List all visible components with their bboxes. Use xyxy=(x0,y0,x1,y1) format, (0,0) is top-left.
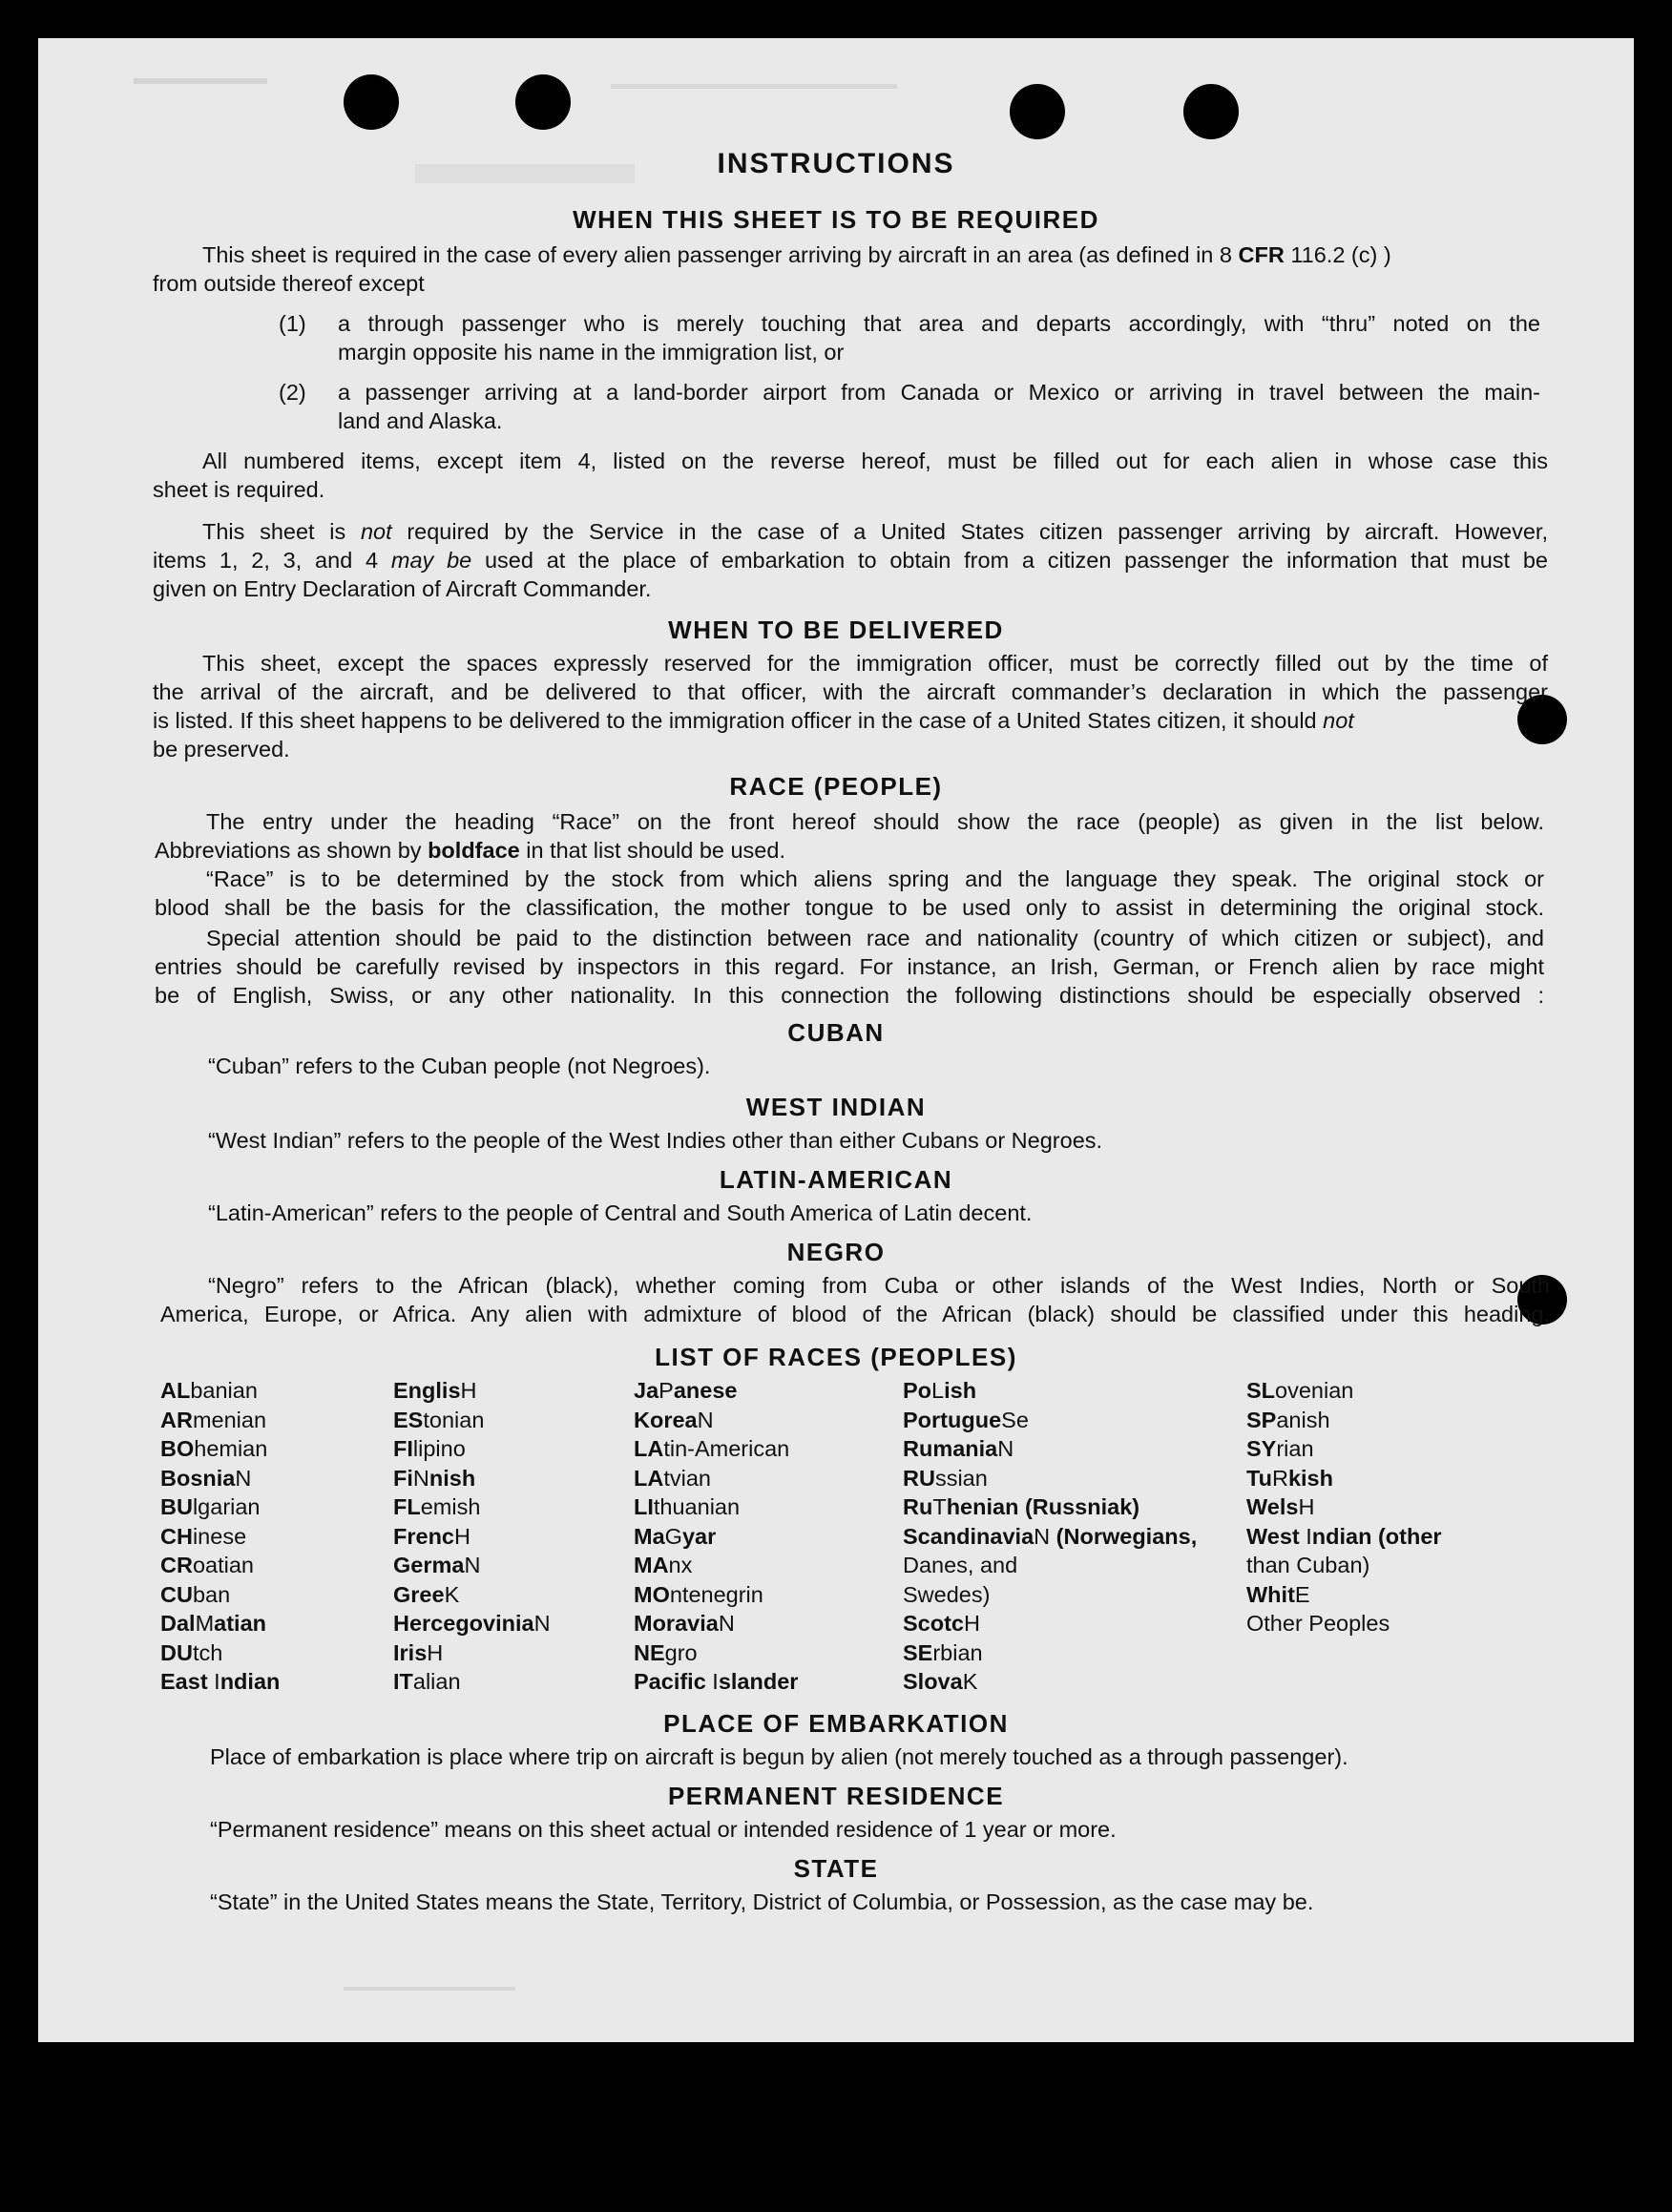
race-text-run: RU xyxy=(903,1465,935,1491)
race-list-item xyxy=(634,1434,789,1463)
race-text-run: thuanian xyxy=(653,1494,741,1519)
race-list-item xyxy=(160,1580,230,1609)
race-text-run: BU xyxy=(160,1494,193,1519)
race-text-run: N xyxy=(235,1465,252,1491)
text-run: in that list should be used. xyxy=(519,838,785,863)
race-text-run: oatian xyxy=(192,1553,254,1577)
race-text-run: Ja xyxy=(634,1378,659,1403)
race-text-run: N xyxy=(997,1436,1014,1461)
race-text-run: Scotc xyxy=(903,1611,964,1636)
race-text-run: N xyxy=(697,1407,714,1432)
race-text-run: than Cuban) xyxy=(1246,1553,1370,1577)
text-run: is listed. If this sheet happens to be delivered to the immigration officer in the case of a United States citizen, it should xyxy=(153,708,1324,733)
list-item-line: margin opposite his name in the immigration list, or xyxy=(338,340,845,365)
race-text-run: tch xyxy=(192,1639,223,1665)
race-list-item xyxy=(1246,1522,1442,1551)
race-text-run: Other Peoples xyxy=(1246,1611,1390,1636)
race-text-run: FL xyxy=(393,1494,421,1519)
race-list-item xyxy=(160,1638,222,1667)
race-text-run: Bosnia xyxy=(160,1465,236,1491)
race-list-item xyxy=(393,1376,477,1405)
race-list-item xyxy=(160,1522,246,1551)
paragraph-line: be preserved. xyxy=(153,737,290,762)
race-text-run: gro xyxy=(664,1639,698,1665)
race-text-run: nish xyxy=(428,1465,476,1491)
race-list-item xyxy=(393,1609,551,1638)
race-text-run: inese xyxy=(192,1523,247,1549)
race-list-item xyxy=(393,1667,461,1696)
race-list-item xyxy=(903,1609,980,1638)
race-text-run: I xyxy=(1306,1523,1312,1549)
text-run: not xyxy=(360,519,392,544)
race-text-run: IT xyxy=(393,1669,413,1694)
text-run: may be xyxy=(390,548,472,573)
paragraph-line: All numbered items, except item 4, listed on the reverse hereof, must be filled out for each alien in whose case this xyxy=(202,449,1548,473)
race-list-item xyxy=(160,1492,261,1521)
race-list-item xyxy=(903,1580,990,1609)
race-list-item xyxy=(634,1376,737,1405)
race-text-run: CU xyxy=(160,1581,193,1607)
race-text-run: AL xyxy=(160,1378,191,1403)
race-text-run: K xyxy=(962,1669,978,1694)
race-text-run: banian xyxy=(190,1378,258,1403)
race-text-run: ntenegrin xyxy=(669,1581,763,1607)
list-item-line: a passenger arriving at a land-border airport from Canada or Mexico or arriving in travel between the main- xyxy=(338,380,1540,405)
race-text-run: H xyxy=(1298,1494,1315,1519)
race-list-item xyxy=(1246,1376,1353,1405)
race-text-run: ndian (other xyxy=(1311,1523,1442,1549)
race-text-run: Slova xyxy=(903,1669,963,1694)
race-text-run: Ma xyxy=(634,1523,665,1549)
list-item-line: land and Alaska. xyxy=(338,408,503,433)
race-text-run: ish xyxy=(944,1378,977,1403)
race-text-run: Iris xyxy=(393,1639,428,1665)
race-text-run: MA xyxy=(634,1553,669,1577)
race-list-item xyxy=(903,1434,1014,1463)
race-text-run: Frenc xyxy=(393,1523,454,1549)
bleed-through-mark xyxy=(134,78,267,84)
paragraph-line xyxy=(202,240,1391,269)
paragraph-line: blood shall be the basis for the classification, the mother tongue to be used only to assist in determining the original stock. xyxy=(155,895,1544,920)
section-heading-west-indian: WEST INDIAN xyxy=(745,1093,927,1121)
text-run: 116.2 (c) ) xyxy=(1284,242,1391,267)
race-text-run: lgarian xyxy=(192,1494,261,1519)
race-text-run: rian xyxy=(1276,1436,1314,1461)
race-text-run: BO xyxy=(160,1436,195,1461)
race-text-run: H xyxy=(454,1523,470,1549)
paragraph-line: sheet is required. xyxy=(153,477,325,502)
punch-hole xyxy=(1010,84,1065,139)
race-text-run: R xyxy=(1271,1465,1288,1491)
section-heading-permanent-residence: PERMANENT RESIDENCE xyxy=(667,1782,1005,1810)
section-heading-negro: NEGRO xyxy=(786,1238,886,1266)
punch-hole xyxy=(515,74,571,130)
race-text-run: Hercegovinia xyxy=(393,1611,534,1636)
race-list-item xyxy=(903,1522,1197,1551)
race-text-run: ssian xyxy=(934,1465,988,1491)
race-text-run: Germa xyxy=(393,1553,465,1577)
race-text-run: CH xyxy=(160,1523,193,1549)
section-heading-race: RACE (PEOPLE) xyxy=(729,772,943,801)
section-heading-place-of-embarkation: PLACE OF EMBARKATION xyxy=(663,1709,1009,1738)
text-run: used at the place of embarkation to obtain from a citizen passenger the information that must be xyxy=(471,548,1548,573)
race-list-item xyxy=(903,1638,983,1667)
text-run: This sheet is xyxy=(202,519,361,544)
race-list-item xyxy=(1246,1609,1390,1638)
text-run: boldface xyxy=(428,838,520,863)
race-text-run: atian xyxy=(214,1611,267,1636)
race-text-run: tvian xyxy=(663,1465,711,1491)
race-list-item xyxy=(903,1376,976,1405)
race-text-run: anish xyxy=(1276,1407,1330,1432)
race-text-run: Danes, and xyxy=(903,1553,1018,1577)
paragraph-line xyxy=(155,836,785,865)
race-list-item xyxy=(903,1406,1029,1434)
race-text-run: kish xyxy=(1287,1465,1333,1491)
race-text-run: Dal xyxy=(160,1611,196,1636)
race-text-run: Scandinavia xyxy=(903,1523,1035,1549)
race-list-item xyxy=(160,1609,266,1638)
race-text-run: L xyxy=(931,1378,945,1403)
race-text-run: Po xyxy=(903,1378,932,1403)
paragraph-line: Place of embarkation is place where trip on aircraft is begun by alien (not merely touched as a through passenger). xyxy=(210,1744,1348,1769)
race-text-run: ES xyxy=(393,1407,424,1432)
race-text-run: I xyxy=(214,1669,220,1694)
race-text-run: N xyxy=(1034,1523,1051,1549)
paragraph-line: “Race” is to be determined by the stock from which aliens spring and the language they speak. The original stock or xyxy=(206,866,1544,891)
race-text-run: Pacific xyxy=(634,1669,713,1694)
race-list-item xyxy=(903,1551,1017,1579)
race-list-item xyxy=(634,1551,692,1579)
race-list-item xyxy=(634,1522,716,1551)
race-list-item xyxy=(393,1638,443,1667)
race-text-run: DU xyxy=(160,1639,193,1665)
paragraph-line: “Negro” refers to the African (black), whether coming from Cuba or other islands of the West Indies, North or South xyxy=(208,1273,1550,1298)
race-list-item xyxy=(1246,1580,1310,1609)
race-list-item xyxy=(634,1580,763,1609)
paragraph-line: “Latin-American” refers to the people of Central and South America of Latin decent. xyxy=(208,1200,1033,1225)
paragraph-line: be of English, Swiss, or any other nationality. In this connection the following distinctions should be especially observed : xyxy=(155,983,1544,1008)
paragraph-line: “Cuban” refers to the Cuban people (not Negroes). xyxy=(208,1054,711,1078)
race-text-run: lipino xyxy=(412,1436,466,1461)
race-text-run: Englis xyxy=(393,1378,461,1403)
race-text-run: hemian xyxy=(194,1436,268,1461)
race-text-run: henian (Russniak) xyxy=(946,1494,1140,1519)
race-list-item xyxy=(634,1464,711,1492)
race-text-run: Wels xyxy=(1246,1494,1299,1519)
race-text-run: N xyxy=(533,1611,551,1636)
race-text-run: Swedes) xyxy=(903,1581,991,1607)
paragraph-line: Special attention should be paid to the distinction between race and nationality (country of which citizen or subject), and xyxy=(206,926,1544,950)
race-text-run: H xyxy=(427,1639,444,1665)
race-text-run: Portugue xyxy=(903,1407,1002,1432)
race-list-item xyxy=(634,1609,735,1638)
race-text-run: AR xyxy=(160,1407,193,1432)
paragraph-line xyxy=(153,706,1354,735)
race-text-run: West xyxy=(1246,1523,1306,1549)
paragraph-line: “Permanent residence” means on this sheet actual or intended residence of 1 year or more. xyxy=(210,1817,1117,1842)
race-list-item xyxy=(160,1667,280,1696)
race-text-run: N xyxy=(412,1465,429,1491)
race-text-run: tonian xyxy=(423,1407,485,1432)
race-text-run: P xyxy=(658,1378,674,1403)
race-text-run: alian xyxy=(412,1669,461,1694)
race-text-run: E xyxy=(1294,1581,1310,1607)
race-list-item xyxy=(160,1406,266,1434)
punch-hole xyxy=(1183,84,1239,139)
race-list-item xyxy=(160,1551,254,1579)
race-text-run: slander xyxy=(718,1669,799,1694)
race-text-run: SE xyxy=(903,1639,933,1665)
race-list-item xyxy=(160,1376,258,1405)
race-text-run: LA xyxy=(634,1436,664,1461)
race-text-run: N xyxy=(718,1611,735,1636)
race-list-item xyxy=(634,1406,714,1434)
race-list-item xyxy=(634,1667,798,1696)
paragraph-line: “West Indian” refers to the people of the West Indies other than either Cubans or Negroes. xyxy=(208,1128,1103,1153)
section-heading-cuban: CUBAN xyxy=(787,1018,885,1047)
race-text-run: Whit xyxy=(1246,1581,1295,1607)
paragraph-line xyxy=(153,546,1548,574)
race-text-run: ban xyxy=(192,1581,231,1607)
text-run: items 1, 2, 3, and 4 xyxy=(153,548,391,573)
text-run: not xyxy=(1323,708,1354,733)
race-list-item xyxy=(160,1434,267,1463)
race-text-run: ndian xyxy=(219,1669,281,1694)
document-page xyxy=(38,38,1634,2042)
punch-hole xyxy=(344,74,399,130)
race-list-item xyxy=(393,1522,470,1551)
race-text-run: MO xyxy=(634,1581,670,1607)
race-text-run: East xyxy=(160,1669,215,1694)
race-text-run: yar xyxy=(681,1523,717,1549)
race-text-run: SL xyxy=(1246,1378,1276,1403)
race-list-item xyxy=(903,1464,988,1492)
race-text-run: emish xyxy=(420,1494,481,1519)
race-text-run: Tu xyxy=(1246,1465,1272,1491)
paragraph-line: from outside thereof except xyxy=(153,271,425,296)
race-list-item xyxy=(903,1492,1139,1521)
section-heading-when-required: WHEN THIS SHEET IS TO BE REQUIRED xyxy=(573,205,1099,234)
race-text-run: Fi xyxy=(393,1465,413,1491)
paragraph-line: the arrival of the aircraft, and be delivered to that officer, with the aircraft commander’s declaration in which the passenger xyxy=(153,679,1548,704)
race-text-run: Gree xyxy=(393,1581,445,1607)
race-text-run: rbian xyxy=(932,1639,983,1665)
race-text-run: H xyxy=(964,1611,980,1636)
list-item-line: a through passenger who is merely touching that area and departs accordingly, with “thru” noted on the xyxy=(338,311,1540,336)
race-text-run: NE xyxy=(634,1639,665,1665)
race-text-run: Moravia xyxy=(634,1611,719,1636)
bleed-through-mark xyxy=(344,1987,515,1991)
paragraph-line: This sheet, except the spaces expressly reserved for the immigration officer, must be correctly filled out by the time of xyxy=(202,651,1548,676)
section-heading-list-of-races: LIST OF RACES (PEOPLES) xyxy=(655,1343,1017,1371)
race-text-run: LA xyxy=(634,1465,664,1491)
race-list-item xyxy=(1246,1434,1314,1463)
race-text-run: I xyxy=(712,1669,719,1694)
race-text-run: SY xyxy=(1246,1436,1277,1461)
race-text-run: T xyxy=(932,1494,947,1519)
race-text-run: tin-American xyxy=(663,1436,790,1461)
race-list-item xyxy=(634,1492,740,1521)
race-list-item xyxy=(1246,1406,1330,1434)
race-text-run: FI xyxy=(393,1436,413,1461)
race-text-run: menian xyxy=(192,1407,267,1432)
race-text-run: Korea xyxy=(634,1407,698,1432)
race-list-item xyxy=(160,1464,251,1492)
paragraph-line: given on Entry Declaration of Aircraft Commander. xyxy=(153,576,652,601)
race-list-item xyxy=(393,1406,484,1434)
race-text-run: Se xyxy=(1001,1407,1029,1432)
race-list-item xyxy=(393,1492,480,1521)
text-run: Abbreviations as shown by xyxy=(155,838,428,863)
section-heading-latin-american: LATIN-AMERICAN xyxy=(719,1165,953,1194)
race-list-item xyxy=(393,1580,459,1609)
bleed-through-mark xyxy=(611,84,897,89)
race-text-run: M xyxy=(195,1611,215,1636)
race-text-run: CR xyxy=(160,1553,193,1577)
race-text-run: nx xyxy=(668,1553,693,1577)
section-heading-state: STATE xyxy=(793,1854,879,1883)
race-text-run: Rumania xyxy=(903,1436,998,1461)
race-list-item xyxy=(393,1464,475,1492)
race-list-item xyxy=(393,1434,466,1463)
race-list-item xyxy=(1246,1492,1314,1521)
race-list-item xyxy=(634,1638,698,1667)
section-heading-when-delivered: WHEN TO BE DELIVERED xyxy=(668,616,1004,644)
race-text-run: Ru xyxy=(903,1494,933,1519)
race-text-run: H xyxy=(460,1378,477,1403)
paragraph-line: “State” in the United States means the State, Territory, District of Columbia, or Possession, as the case may be. xyxy=(210,1889,1314,1914)
list-number: (2) xyxy=(279,380,306,405)
paragraph-line: America, Europe, or Africa. Any alien with admixture of blood of the African (black) should be classified under this heading. xyxy=(160,1302,1550,1326)
race-list-item xyxy=(903,1667,977,1696)
race-text-run: LI xyxy=(634,1494,654,1519)
instructions-title: INSTRUCTIONS xyxy=(717,148,955,179)
race-list-item xyxy=(1246,1551,1369,1579)
text-run: required by the Service in the case of a United States citizen passenger arriving by aircraft. However, xyxy=(391,519,1548,544)
race-list-item xyxy=(1246,1464,1333,1492)
paragraph-line: entries should be carefully revised by inspectors in this regard. For instance, an Irish, German, or French alien by race might xyxy=(155,954,1544,979)
race-text-run: anese xyxy=(673,1378,738,1403)
text-run: CFR xyxy=(1238,242,1285,267)
race-text-run: G xyxy=(664,1523,682,1549)
paragraph-line xyxy=(202,517,1548,546)
race-text-run: K xyxy=(444,1581,460,1607)
paragraph-line: The entry under the heading “Race” on the front hereof should show the race (people) as given in the list below. xyxy=(206,809,1544,834)
race-list-item xyxy=(393,1551,480,1579)
list-number: (1) xyxy=(279,311,306,336)
race-text-run: (Norwegians, xyxy=(1050,1523,1198,1549)
race-text-run: SP xyxy=(1246,1407,1277,1432)
race-text-run: N xyxy=(464,1553,481,1577)
text-run: This sheet is required in the case of every alien passenger arriving by aircraft in an area (as defined in 8 xyxy=(202,242,1239,267)
race-text-run: ovenian xyxy=(1275,1378,1354,1403)
